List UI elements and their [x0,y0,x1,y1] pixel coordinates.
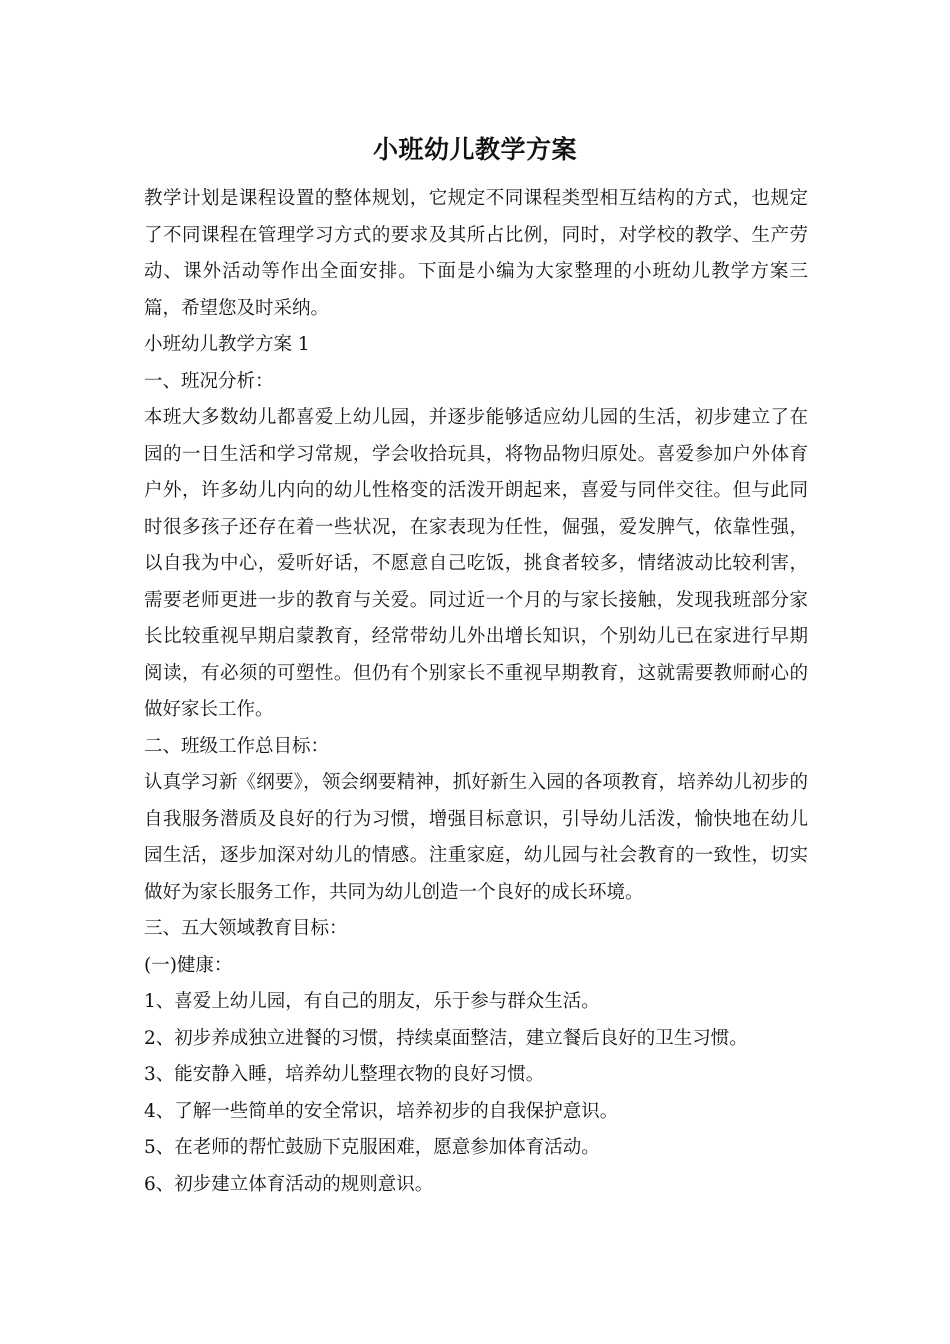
section-heading-class-analysis: 一、班况分析： [144,370,274,392]
class-analysis-paragraph: 本班大多数幼儿都喜爱上幼儿园，并逐步能够适应幼儿园的生活，初步建立了在园的一日生活和学习常规，学会收拾玩具，将物品物归原处。喜爱参加户外体育户外，许多幼儿内向的幼儿性格变的活泼开朗起来，喜爱与同伴交往。但与此同时很多孩子还存在着一些状况，在家表现为任性，倔强，爱发脾气，依靠性强，以自我为中心，爱听好话，不愿意自己吃饭，挑食者较多，情绪波动比较利害，需要老师更进一步的教育与关爱。同过近一个月的与家长接触，发现我班部分家长比较重视早期启蒙教育，经常带幼儿外出增长知识，个别幼儿已在家进行早期阅读，有必须的可塑性。但仍有个别家长不重视早期教育，这就需要教师耐心的做好家长工作。 [144,407,808,720]
list-item: 2、初步养成独立进餐的习惯，持续桌面整洁，建立餐后良好的卫生习惯。 [144,1027,748,1049]
document-body [144,181,808,1203]
list-item: 3、能安静入睡，培养幼儿整理衣物的良好习惯。 [144,1064,545,1085]
list-item: 5、在老师的帮忙鼓励下克服困难，愿意参加体育活动。 [144,1137,600,1158]
list-item: 4、了解一些简单的安全常识，培养初步的自我保护意识。 [144,1100,619,1122]
overall-goals-paragraph: 认真学习新《纲要》，领会纲要精神，抓好新生入园的各项教育，培养幼儿初步的自我服务潜质及良好的行为习惯，增强目标意识，引导幼儿活泼，愉快地在幼儿园生活，逐步加深对幼儿的情感。注重家庭，幼儿园与社会教育的一致性，切实做好为家长服务工作，共同为幼儿创造一个良好的成长环境。 [144,772,808,903]
document-title: 小班幼儿教学方案 [372,135,577,164]
section-heading-five-domains: 三、五大领域教育目标： [144,918,348,939]
subheading-health: (一)健康： [144,954,233,976]
list-item: 6、初步建立体育活动的规则意识。 [144,1173,434,1195]
intro-paragraph: 教学计划是课程设置的整体规划，它规定不同课程类型相互结构的方式，也规定了不同课程在管理学习方式的要求及其所占比例，同时，对学校的教学、生产劳动、课外活动等作出全面安排。下面是小编为大家整理的小班幼儿教学方案三篇，希望您及时采纳。 [144,188,808,319]
list-item: 1、喜爱上幼儿园，有自己的朋友，乐于参与群众生活。 [144,991,600,1012]
section-heading-plan-1: 小班幼儿教学方案 1 [144,334,310,355]
section-heading-overall-goals: 二、班级工作总目标： [144,735,330,757]
